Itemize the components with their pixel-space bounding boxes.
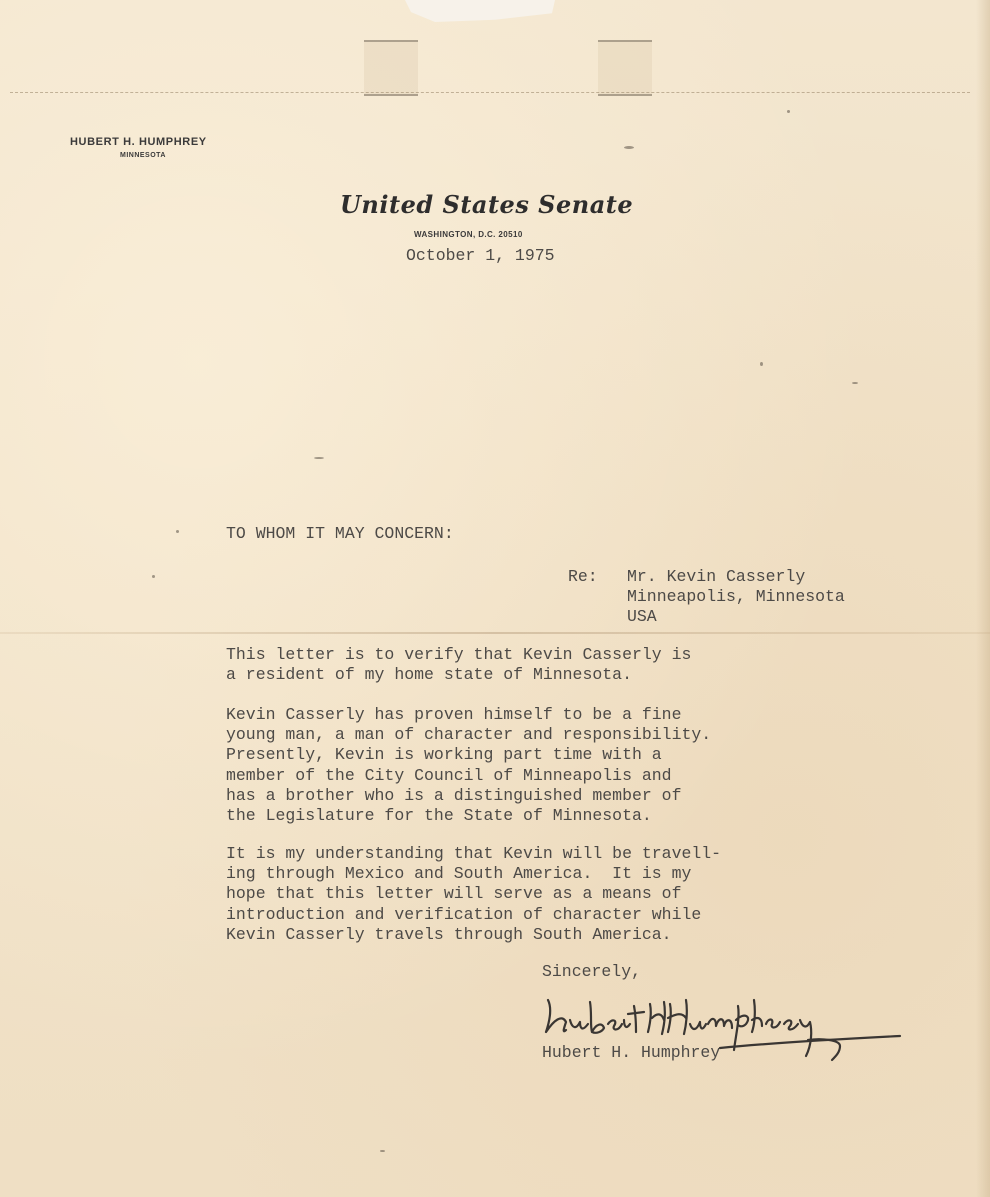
typed-signature-name: Hubert H. Humphrey (542, 1043, 721, 1062)
paper-speck (314, 457, 324, 459)
torn-edge (405, 0, 555, 22)
body-paragraph-3: It is my understanding that Kevin will be travell- ing through Mexico and South America. It is my hope that this letter will serve as a means of introduction and verification of character while Kevin Casserly travels through South America. (226, 844, 722, 944)
sender-name: HUBERT H. HUMPHREY (70, 136, 207, 148)
paper-speck (152, 575, 155, 578)
body-paragraph-2: Kevin Casserly has proven himself to be a fine young man, a man of character and responsibility. Presently, Kevin is working part time with a member of the City Council of Minneapolis and has a brother who is a distinguished member of the Legislature for the State of Minnesota. (226, 705, 712, 826)
paper-edge-shading (976, 0, 990, 1197)
fold-line-top (10, 92, 970, 94)
fold-line-middle (0, 632, 990, 634)
re-line: Mr. Kevin Casserly (627, 567, 806, 586)
paper-speck (624, 146, 634, 149)
paper-speck (787, 110, 790, 113)
salutation: TO WHOM IT MAY CONCERN: (226, 524, 454, 543)
paper-speck (380, 1150, 385, 1152)
letterhead-address: WASHINGTON, D.C. 20510 (414, 230, 523, 239)
re-block (627, 567, 845, 628)
staple-mark-left (364, 40, 418, 96)
letterhead-institution: United States Senate (340, 190, 634, 219)
re-line: Minneapolis, Minnesota (627, 587, 845, 607)
re-line: USA (627, 607, 657, 627)
staple-mark-right (598, 40, 652, 96)
paper-speck (176, 530, 179, 533)
body-paragraph-1: This letter is to verify that Kevin Casserly is a resident of my home state of Minnesota. (226, 645, 692, 685)
closing: Sincerely, (542, 962, 642, 981)
re-label: Re: (568, 567, 598, 586)
paper-speck (852, 382, 858, 384)
letter-date: October 1, 1975 (406, 246, 555, 265)
sender-state: MINNESOTA (120, 152, 166, 159)
paper-speck (760, 362, 763, 366)
